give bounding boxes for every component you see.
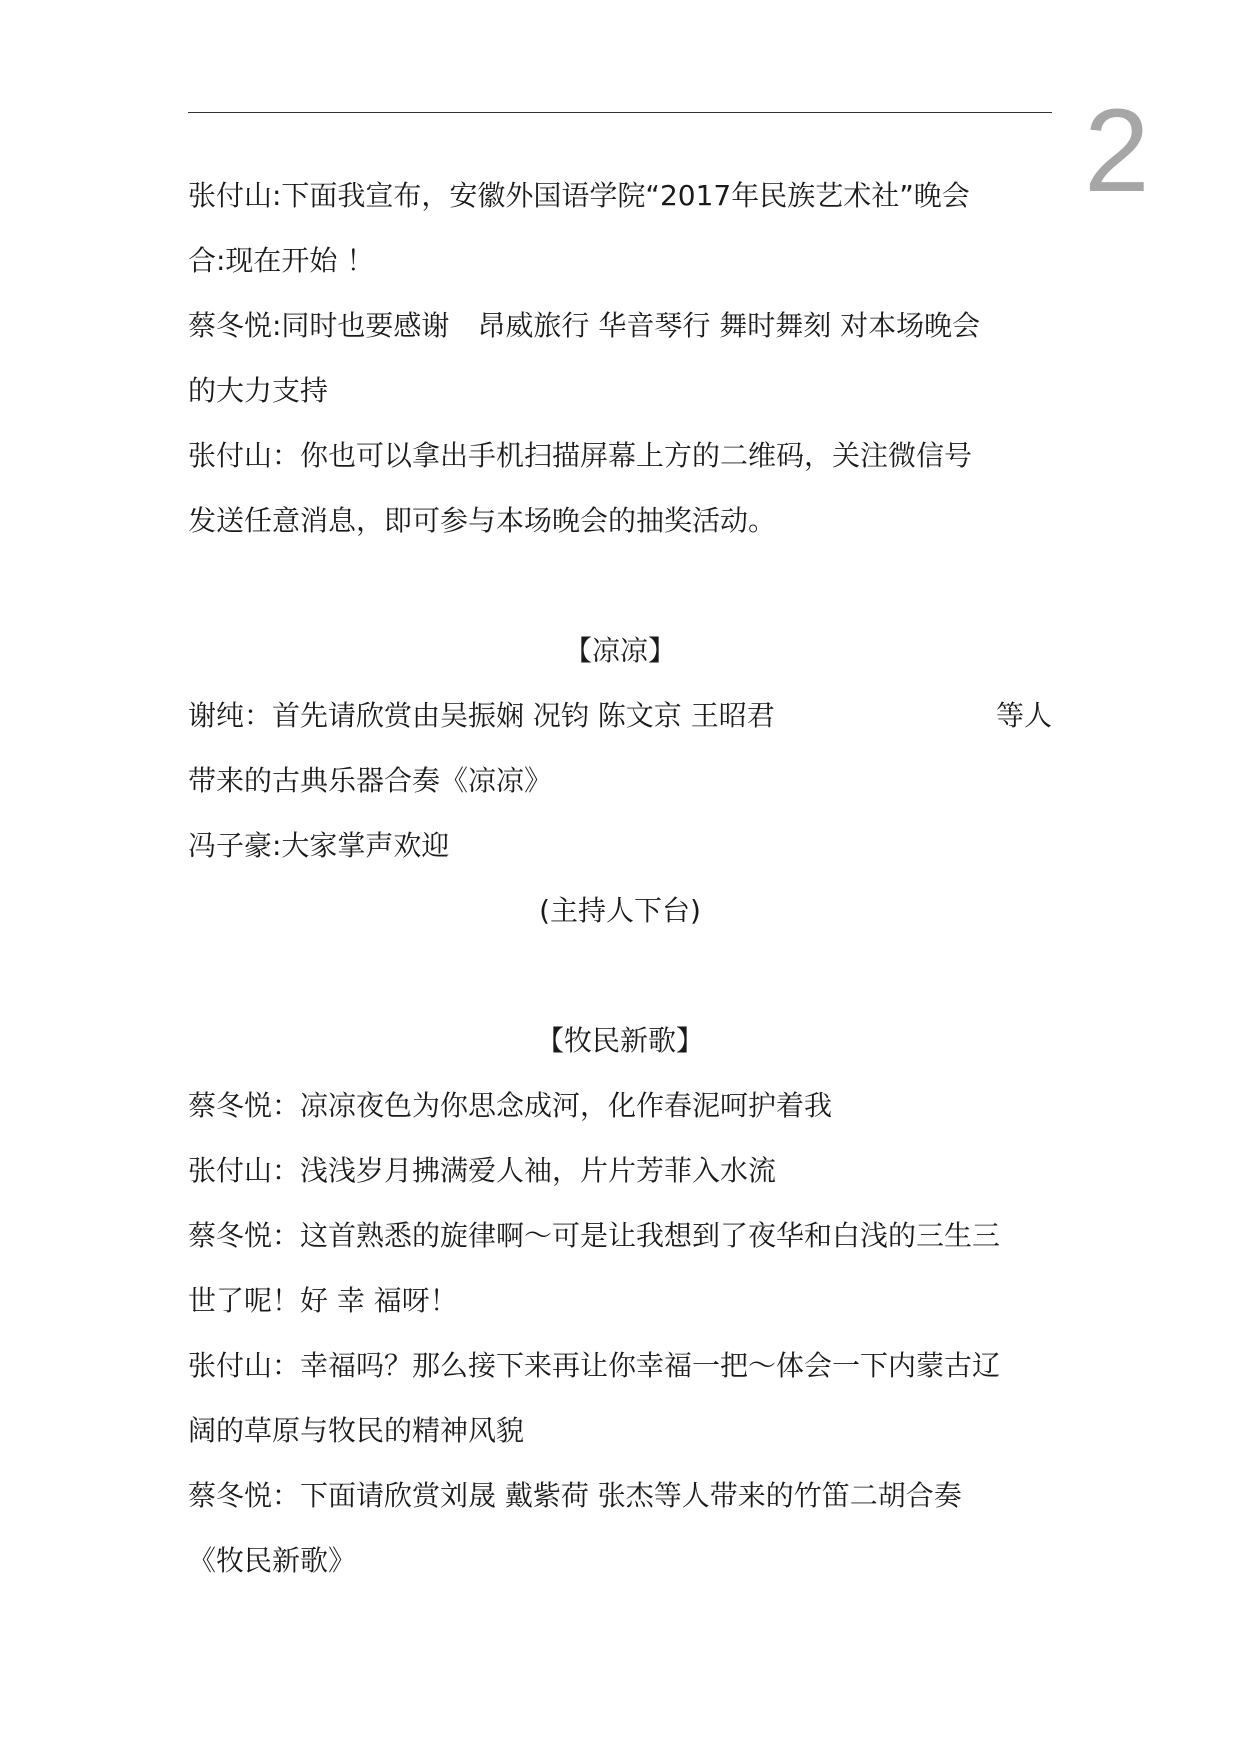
section-title-liangliang: 【凉凉】 bbox=[563, 634, 676, 667]
script-line: 蔡冬悦：这首熟悉的旋律啊～可是让我想到了夜华和白浅的三生三 bbox=[188, 1219, 1001, 1252]
script-line: 的大力支持 bbox=[188, 374, 329, 407]
script-line: 蔡冬悦：下面请欣赏刘晟 戴紫荷 张杰等人带来的竹笛二胡合奏 bbox=[188, 1479, 962, 1512]
script-line: 《牧民新歌》 bbox=[188, 1544, 357, 1577]
header-divider bbox=[188, 112, 1052, 113]
script-line: 蔡冬悦:同时也要感谢 昂威旅行 华音琴行 舞时舞刻 对本场晚会 bbox=[188, 309, 981, 342]
script-line: 张付山：浅浅岁月拂满爱人袖，片片芳菲入水流 bbox=[188, 1154, 777, 1187]
script-line-left: 谢纯：首先请欣赏由吴振娴 况钧 陈文京 王昭君 bbox=[188, 699, 775, 732]
script-line bbox=[188, 683, 1052, 748]
script-line: 张付山：你也可以拿出手机扫描屏幕上方的二维码，关注微信号 bbox=[188, 439, 973, 472]
script-line: 张付山:下面我宣布，安徽外国语学院“2017年民族艺术社”晚会 bbox=[188, 179, 970, 212]
script-line: 张付山：幸福吗？那么接下来再让你幸福一把～体会一下内蒙古辽 bbox=[188, 1349, 1001, 1382]
script-line: 带来的古典乐器合奏《凉凉》 bbox=[188, 764, 553, 797]
script-line: 冯子豪:大家掌声欢迎 bbox=[188, 829, 450, 862]
spacer bbox=[188, 943, 1052, 1008]
stage-direction: (主持人下台) bbox=[539, 894, 701, 927]
script-line: 合:现在开始 ！ bbox=[188, 244, 375, 277]
script-line: 阔的草原与牧民的精神风貌 bbox=[188, 1414, 525, 1447]
page-number: 2 bbox=[1084, 85, 1150, 217]
script-line: 蔡冬悦：凉凉夜色为你思念成河，化作春泥呵护着我 bbox=[188, 1089, 833, 1122]
spacer bbox=[188, 553, 1052, 618]
script-body bbox=[188, 163, 1052, 1593]
section-title-mumin-xinge: 【牧民新歌】 bbox=[535, 1024, 704, 1057]
script-line: 世了呢！好 幸 福呀！ bbox=[188, 1284, 458, 1317]
script-line-right: 等人 bbox=[995, 699, 1052, 732]
script-line: 发送任意消息，即可参与本场晚会的抽奖活动。 bbox=[188, 504, 777, 537]
